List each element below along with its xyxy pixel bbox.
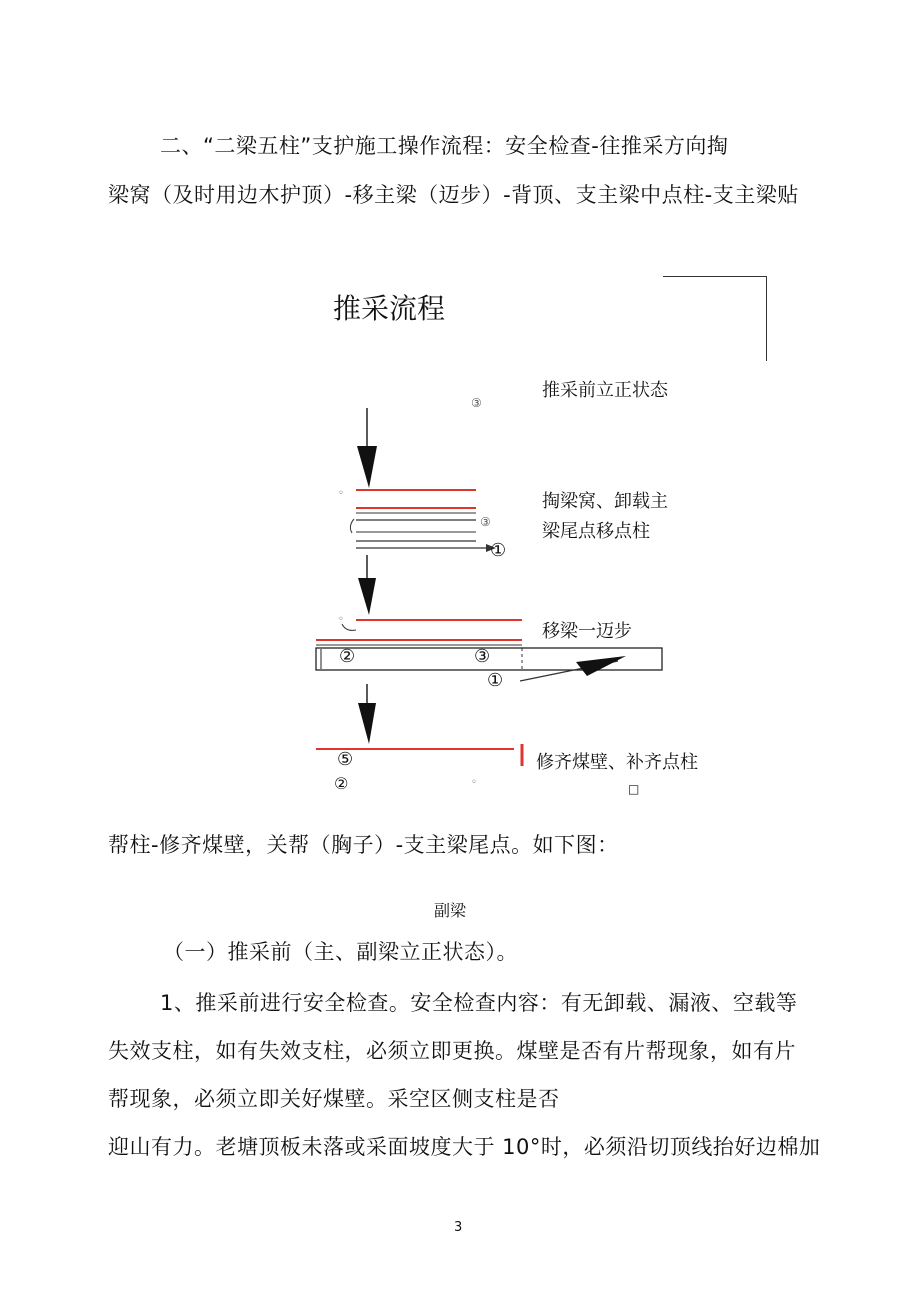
subtitle: 副梁 <box>434 901 467 920</box>
marker-dot-b: ◦ <box>338 614 344 625</box>
marker-dot-c: ◦ <box>471 777 477 788</box>
diagram-title: 推采流程 <box>333 292 446 325</box>
step-label-4: 修齐煤壁、补齐点柱 <box>536 752 698 773</box>
bracket-curve-2 <box>342 624 356 630</box>
paragraph-line-2: 失效支柱，如有失效支柱，必须立即更换。煤壁是否有片帮现象，如有片 <box>108 1039 796 1063</box>
down-arrow-3-head <box>358 703 376 744</box>
marker-1-b: ① <box>487 670 504 691</box>
step-label-2b: 梁尾点移点柱 <box>542 521 650 542</box>
paragraph-line-4: 迎山有力。老塘顶板未落或采面坡度大于 10°时，必须沿切顶线抬好边棉加 <box>108 1135 821 1159</box>
bracket-curve-1 <box>350 519 354 533</box>
down-arrow-2-head <box>358 578 376 615</box>
marker-2-a: ② <box>339 646 356 667</box>
section-heading: （一）推采前（主、副梁立正状态）。 <box>163 940 518 964</box>
marker-3-top: ③ <box>471 396 482 410</box>
step-label-3: 移梁一迈步 <box>542 621 632 642</box>
down-arrow-1-head <box>357 446 377 488</box>
paragraph-line-1: 1、推采前进行安全检查。安全检查内容：有无卸载、漏液、空载等 <box>160 991 798 1015</box>
marker-dot-a: ◦ <box>338 488 344 499</box>
marker-square: □ <box>628 782 640 796</box>
paragraph-line-3: 帮现象，必须立即关好煤壁。采空区侧支柱是否 <box>108 1087 560 1111</box>
caption-line: 帮柱-修齐煤壁，关帮（胸子）-支主梁尾点。如下图： <box>108 833 619 857</box>
page-number: 3 <box>454 1220 463 1235</box>
marker-5: ⑤ <box>337 749 354 770</box>
step-label-2a: 掏梁窝、卸载主 <box>542 491 668 512</box>
marker-3-b: ③ <box>474 646 491 667</box>
marker-1-a: ① <box>490 540 507 561</box>
marker-2-b: ② <box>334 774 349 793</box>
move-arrow-head <box>576 656 626 676</box>
intro-line-1: 二、“二梁五柱”支护施工操作流程：安全检查-往推采方向掏 <box>160 134 729 158</box>
marker-3-small: ③ <box>480 515 491 529</box>
intro-line-2: 梁窝（及时用边木护顶）-移主梁（迈步）-背顶、支主梁中点柱-支主梁贴 <box>108 183 799 207</box>
step-label-1: 推采前立正状态 <box>542 380 668 401</box>
